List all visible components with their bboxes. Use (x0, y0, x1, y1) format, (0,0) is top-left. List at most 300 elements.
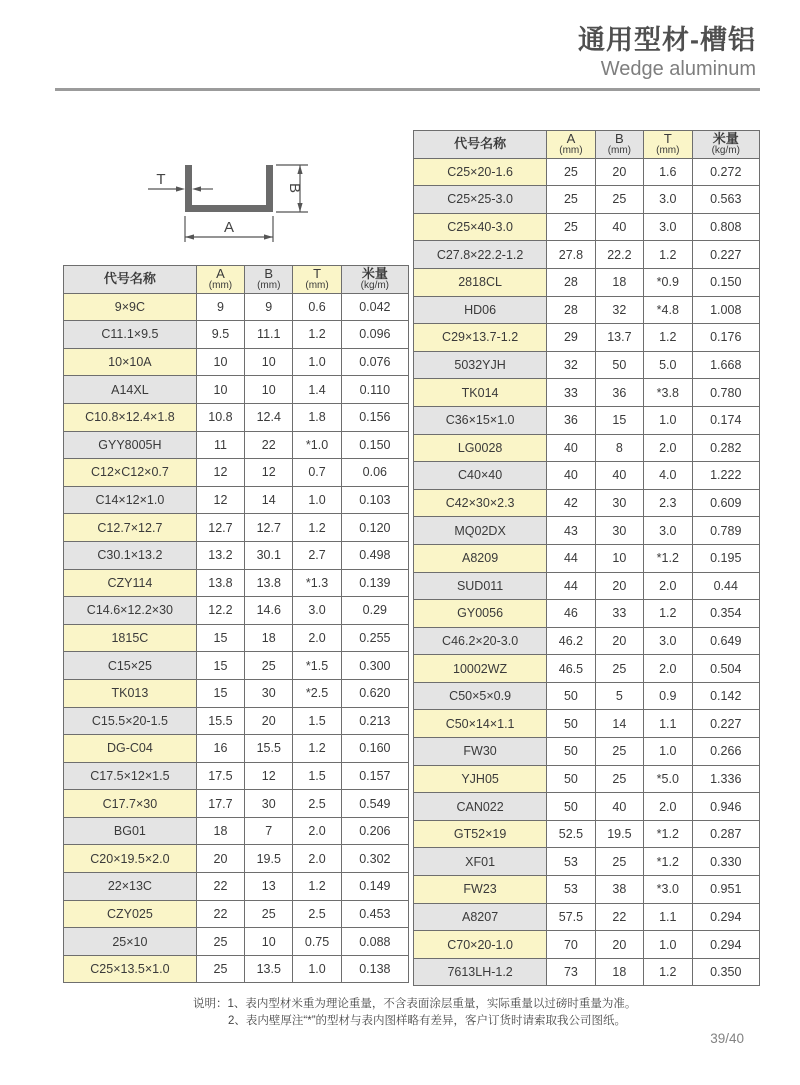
value-cell: 13.5 (245, 955, 293, 983)
table-row (64, 873, 409, 901)
value-cell: 30 (245, 790, 293, 818)
table-row (64, 624, 409, 652)
value-cell: 50 (595, 351, 643, 379)
value-cell: 1.5 (293, 762, 341, 790)
profile-code-cell: C14.6×12.2×30 (64, 597, 197, 625)
value-cell: 25 (595, 765, 643, 793)
value-cell: 0.088 (341, 928, 408, 956)
value-cell: 33 (547, 379, 595, 407)
value-cell: 73 (547, 958, 595, 986)
profile-code-cell: C20×19.5×2.0 (64, 845, 197, 873)
value-cell: 9 (196, 293, 244, 321)
value-cell: 25 (547, 186, 595, 214)
value-cell: 1.2 (293, 735, 341, 763)
value-cell: 2.0 (644, 655, 692, 683)
value-cell: 0.354 (692, 600, 759, 628)
table-row (64, 403, 409, 431)
page-number: 39/40 (710, 1031, 744, 1046)
value-cell: *1.5 (293, 652, 341, 680)
value-cell: 0.75 (293, 928, 341, 956)
value-cell: 46.5 (547, 655, 595, 683)
value-cell: 0.946 (692, 793, 759, 821)
table-row (414, 324, 760, 352)
profile-code-cell: C27.8×22.2-1.2 (414, 241, 547, 269)
value-cell: 22 (196, 900, 244, 928)
value-cell: 44 (547, 544, 595, 572)
value-cell: 20 (595, 627, 643, 655)
page-subtitle: Wedge aluminum (600, 58, 756, 81)
value-cell: 10 (245, 928, 293, 956)
table-row (64, 597, 409, 625)
value-cell: *3.8 (644, 379, 692, 407)
table-row (414, 434, 760, 462)
value-cell: 25 (547, 213, 595, 241)
value-cell: 0.272 (692, 158, 759, 186)
table-row (64, 293, 409, 321)
profile-code-cell: XF01 (414, 848, 547, 876)
value-cell: 25 (196, 955, 244, 983)
value-cell: 7 (245, 817, 293, 845)
value-cell: 12.2 (196, 597, 244, 625)
value-cell: 0.649 (692, 627, 759, 655)
value-cell: 2.7 (293, 541, 341, 569)
profile-code-cell: 1815C (64, 624, 197, 652)
value-cell: 1.222 (692, 462, 759, 490)
profile-code-cell: C15.5×20-1.5 (64, 707, 197, 735)
profile-code-cell: 5032YJH (414, 351, 547, 379)
table-row (64, 790, 409, 818)
table-row (64, 735, 409, 763)
value-cell: 3.0 (644, 627, 692, 655)
profile-code-cell: GYY8005H (64, 431, 197, 459)
value-cell: 15.5 (196, 707, 244, 735)
value-cell: 1.4 (293, 376, 341, 404)
page-header (578, 24, 756, 81)
table-row (64, 321, 409, 349)
table-row (414, 738, 760, 766)
value-cell: 0.294 (692, 903, 759, 931)
value-cell: 1.0 (644, 738, 692, 766)
profile-code-cell: C42×30×2.3 (414, 489, 547, 517)
dim-label-a: A (223, 219, 235, 236)
table-row (414, 489, 760, 517)
value-cell: 2.0 (644, 572, 692, 600)
value-cell: 2.0 (293, 817, 341, 845)
value-cell: *4.8 (644, 296, 692, 324)
profile-code-cell: YJH05 (414, 765, 547, 793)
value-cell: 28 (547, 268, 595, 296)
value-cell: 1.668 (692, 351, 759, 379)
right-column (413, 130, 760, 986)
profile-code-cell: C17.5×12×1.5 (64, 762, 197, 790)
value-cell: 0.563 (692, 186, 759, 214)
value-cell: 3.0 (293, 597, 341, 625)
value-cell: *3.0 (644, 876, 692, 904)
value-cell: *1.2 (644, 820, 692, 848)
table-row (414, 268, 760, 296)
value-cell: 57.5 (547, 903, 595, 931)
table-row (414, 958, 760, 986)
profile-code-cell: DG-C04 (64, 735, 197, 763)
value-cell: 0.330 (692, 848, 759, 876)
table-row (64, 900, 409, 928)
table-row (414, 158, 760, 186)
table-row (64, 348, 409, 376)
value-cell: 19.5 (595, 820, 643, 848)
value-cell: 25 (595, 848, 643, 876)
value-cell: 1.8 (293, 403, 341, 431)
value-cell: 15.5 (245, 735, 293, 763)
table-row (414, 655, 760, 683)
value-cell: 2.5 (293, 900, 341, 928)
value-cell: 0.498 (341, 541, 408, 569)
profile-code-cell: A14XL (64, 376, 197, 404)
value-cell: 25 (595, 186, 643, 214)
table-row (414, 793, 760, 821)
table-row (64, 762, 409, 790)
value-cell: 12.7 (245, 514, 293, 542)
table-row (414, 544, 760, 572)
value-cell: 18 (196, 817, 244, 845)
left-column (63, 130, 409, 983)
value-cell: 42 (547, 489, 595, 517)
value-cell: 1.008 (692, 296, 759, 324)
profile-code-cell: C36×15×1.0 (414, 406, 547, 434)
profile-code-cell: C30.1×13.2 (64, 541, 197, 569)
value-cell: 13.8 (196, 569, 244, 597)
table-header-row (414, 131, 760, 159)
dim-label-t: T (156, 171, 166, 188)
profile-code-cell: C50×5×0.9 (414, 682, 547, 710)
value-cell: 0.294 (692, 931, 759, 959)
value-cell: 0.44 (692, 572, 759, 600)
profile-code-cell: C12×C12×0.7 (64, 459, 197, 487)
col-header-b: B (mm) (595, 131, 643, 159)
value-cell: 14.6 (245, 597, 293, 625)
page-title: 通用型材-槽铝 (578, 25, 756, 55)
table-row (414, 627, 760, 655)
channel-profile-diagram (63, 130, 409, 265)
table-row (414, 406, 760, 434)
profile-code-cell: C11.1×9.5 (64, 321, 197, 349)
left-spec-table (63, 265, 409, 983)
profile-code-cell: C40×40 (414, 462, 547, 490)
value-cell: 20 (595, 931, 643, 959)
footnotes (193, 996, 636, 1029)
value-cell: 22 (196, 873, 244, 901)
value-cell: 32 (595, 296, 643, 324)
value-cell: 2.0 (644, 434, 692, 462)
value-cell: 25 (245, 652, 293, 680)
value-cell: 43 (547, 517, 595, 545)
table-row (414, 379, 760, 407)
value-cell: 2.5 (293, 790, 341, 818)
value-cell: 46 (547, 600, 595, 628)
value-cell: 22 (245, 431, 293, 459)
value-cell: 32 (547, 351, 595, 379)
value-cell: 30 (245, 679, 293, 707)
value-cell: 0.620 (341, 679, 408, 707)
table-row (64, 459, 409, 487)
footnote-line-1: 说明：1、表内型材米重为理论重量，不含表面涂层重量，实际重量以过磅时重量为准。 (193, 998, 637, 1010)
profile-code-cell: GT52×19 (414, 820, 547, 848)
profile-code-cell: C25×13.5×1.0 (64, 955, 197, 983)
value-cell: 11.1 (245, 321, 293, 349)
profile-code-cell: C29×13.7-1.2 (414, 324, 547, 352)
table-row (414, 931, 760, 959)
value-cell: 0.150 (692, 268, 759, 296)
col-header-t: T (mm) (293, 266, 341, 294)
right-spec-table (413, 130, 760, 986)
value-cell: 28 (547, 296, 595, 324)
value-cell: 1.0 (644, 406, 692, 434)
value-cell: 0.213 (341, 707, 408, 735)
value-cell: 12.7 (196, 514, 244, 542)
value-cell: 10.8 (196, 403, 244, 431)
value-cell: 13.8 (245, 569, 293, 597)
value-cell: 0.504 (692, 655, 759, 683)
value-cell: 0.042 (341, 293, 408, 321)
value-cell: 4.0 (644, 462, 692, 490)
value-cell: 0.120 (341, 514, 408, 542)
table-row (64, 541, 409, 569)
value-cell: 14 (595, 710, 643, 738)
table-row (64, 652, 409, 680)
value-cell: *1.2 (644, 544, 692, 572)
profile-code-cell: HD06 (414, 296, 547, 324)
col-header-a: A (mm) (547, 131, 595, 159)
value-cell: *1.2 (644, 848, 692, 876)
value-cell: 0.206 (341, 817, 408, 845)
value-cell: 70 (547, 931, 595, 959)
profile-code-cell: 25×10 (64, 928, 197, 956)
table-row (414, 710, 760, 738)
value-cell: *2.5 (293, 679, 341, 707)
value-cell: 0.096 (341, 321, 408, 349)
value-cell: 53 (547, 876, 595, 904)
table-row (64, 486, 409, 514)
value-cell: 1.0 (293, 486, 341, 514)
profile-code-cell: 7613LH-1.2 (414, 958, 547, 986)
value-cell: 15 (196, 679, 244, 707)
value-cell: 1.2 (644, 600, 692, 628)
profile-code-cell: SUD011 (414, 572, 547, 600)
profile-code-cell: C15×25 (64, 652, 197, 680)
value-cell: 13.7 (595, 324, 643, 352)
value-cell: 2.0 (293, 845, 341, 873)
value-cell: 1.2 (293, 321, 341, 349)
profile-code-cell: A8207 (414, 903, 547, 931)
value-cell: 20 (595, 158, 643, 186)
value-cell: 1.2 (644, 958, 692, 986)
value-cell: 17.7 (196, 790, 244, 818)
col-header-weight: 米量 (kg/m) (692, 131, 759, 159)
value-cell: 13.2 (196, 541, 244, 569)
col-header-a: A (mm) (196, 266, 244, 294)
footnote-line-2: 2、表内壁厚注“*”的型材与表内图样略有差异，客户订货时请索取我公司图纸。 (228, 1014, 627, 1027)
value-cell: 3.0 (644, 517, 692, 545)
value-cell: 14 (245, 486, 293, 514)
value-cell: 36 (595, 379, 643, 407)
value-cell: 0.160 (341, 735, 408, 763)
value-cell: 27.8 (547, 241, 595, 269)
value-cell: 3.0 (644, 213, 692, 241)
table-row (414, 213, 760, 241)
profile-code-cell: 9×9C (64, 293, 197, 321)
profile-code-cell: C25×20-1.6 (414, 158, 547, 186)
value-cell: 13 (245, 873, 293, 901)
table-row (64, 707, 409, 735)
dim-label-b: B (286, 182, 303, 194)
value-cell: 0.300 (341, 652, 408, 680)
value-cell: 15 (595, 406, 643, 434)
value-cell: 2.0 (293, 624, 341, 652)
profile-code-cell: C10.8×12.4×1.8 (64, 403, 197, 431)
value-cell: 0.174 (692, 406, 759, 434)
header-divider (55, 88, 760, 91)
value-cell: 50 (547, 738, 595, 766)
table-row (64, 376, 409, 404)
value-cell: 12.4 (245, 403, 293, 431)
value-cell: 1.2 (293, 514, 341, 542)
profile-code-cell: C70×20-1.0 (414, 931, 547, 959)
value-cell: 0.227 (692, 710, 759, 738)
value-cell: 1.0 (293, 348, 341, 376)
value-cell: 50 (547, 682, 595, 710)
value-cell: 40 (595, 213, 643, 241)
col-header-b: B (mm) (245, 266, 293, 294)
value-cell: 1.2 (644, 241, 692, 269)
profile-code-cell: C14×12×1.0 (64, 486, 197, 514)
value-cell: 0.150 (341, 431, 408, 459)
value-cell: 46.2 (547, 627, 595, 655)
table-row (64, 817, 409, 845)
table-row (64, 514, 409, 542)
value-cell: 25 (245, 900, 293, 928)
value-cell: 44 (547, 572, 595, 600)
table-row (414, 186, 760, 214)
value-cell: 53 (547, 848, 595, 876)
table-row (414, 682, 760, 710)
col-header-weight: 米量 (kg/m) (341, 266, 408, 294)
value-cell: 0.789 (692, 517, 759, 545)
table-row (64, 845, 409, 873)
profile-code-cell: TK014 (414, 379, 547, 407)
value-cell: 25 (196, 928, 244, 956)
value-cell: 12 (245, 762, 293, 790)
value-cell: 30 (595, 517, 643, 545)
value-cell: 1.1 (644, 710, 692, 738)
table-row (414, 241, 760, 269)
table-row (414, 876, 760, 904)
value-cell: 29 (547, 324, 595, 352)
value-cell: 50 (547, 710, 595, 738)
value-cell: 8 (595, 434, 643, 462)
profile-code-cell: C25×40-3.0 (414, 213, 547, 241)
value-cell: 30.1 (245, 541, 293, 569)
value-cell: 0.609 (692, 489, 759, 517)
profile-code-cell: CZY025 (64, 900, 197, 928)
value-cell: 0.951 (692, 876, 759, 904)
table-row (414, 296, 760, 324)
value-cell: 0.287 (692, 820, 759, 848)
table-header-row (64, 266, 409, 294)
value-cell: 18 (595, 268, 643, 296)
value-cell: 1.0 (644, 931, 692, 959)
profile-code-cell: LG0028 (414, 434, 547, 462)
value-cell: 0.195 (692, 544, 759, 572)
value-cell: 10 (196, 348, 244, 376)
profile-code-cell: TK013 (64, 679, 197, 707)
value-cell: *1.3 (293, 569, 341, 597)
value-cell: 0.7 (293, 459, 341, 487)
table-row (64, 955, 409, 983)
profile-code-cell: 10002WZ (414, 655, 547, 683)
value-cell: 0.808 (692, 213, 759, 241)
value-cell: 12 (245, 459, 293, 487)
table-row (414, 903, 760, 931)
value-cell: 15 (196, 652, 244, 680)
value-cell: 40 (595, 462, 643, 490)
value-cell: 33 (595, 600, 643, 628)
profile-code-cell: C17.7×30 (64, 790, 197, 818)
value-cell: 10 (245, 348, 293, 376)
value-cell: 3.0 (644, 186, 692, 214)
u-channel-drawing (63, 130, 409, 265)
value-cell: 40 (547, 462, 595, 490)
value-cell: 19.5 (245, 845, 293, 873)
value-cell: 0.138 (341, 955, 408, 983)
value-cell: 0.139 (341, 569, 408, 597)
value-cell: 9 (245, 293, 293, 321)
value-cell: 36 (547, 406, 595, 434)
value-cell: 0.29 (341, 597, 408, 625)
value-cell: 18 (245, 624, 293, 652)
table-row (64, 431, 409, 459)
profile-code-cell: A8209 (414, 544, 547, 572)
value-cell: 0.110 (341, 376, 408, 404)
profile-code-cell: C50×14×1.1 (414, 710, 547, 738)
col-header-name: 代号名称 (64, 266, 197, 294)
value-cell: 18 (595, 958, 643, 986)
profile-code-cell: CAN022 (414, 793, 547, 821)
value-cell: 0.9 (644, 682, 692, 710)
table-row (414, 600, 760, 628)
profile-code-cell: C12.7×12.7 (64, 514, 197, 542)
table-row (64, 928, 409, 956)
value-cell: 25 (595, 655, 643, 683)
value-cell: 40 (547, 434, 595, 462)
value-cell: 0.6 (293, 293, 341, 321)
profile-code-cell: FW23 (414, 876, 547, 904)
value-cell: 0.266 (692, 738, 759, 766)
table-row (414, 820, 760, 848)
profile-code-cell: BG01 (64, 817, 197, 845)
value-cell: 1.2 (644, 324, 692, 352)
value-cell: 50 (547, 793, 595, 821)
value-cell: 0.549 (341, 790, 408, 818)
value-cell: 10 (595, 544, 643, 572)
value-cell: 16 (196, 735, 244, 763)
table-row (414, 572, 760, 600)
value-cell: 12 (196, 486, 244, 514)
value-cell: 40 (595, 793, 643, 821)
profile-code-cell: FW30 (414, 738, 547, 766)
value-cell: 2.3 (644, 489, 692, 517)
value-cell: 52.5 (547, 820, 595, 848)
value-cell: *5.0 (644, 765, 692, 793)
col-header-t: T (mm) (644, 131, 692, 159)
